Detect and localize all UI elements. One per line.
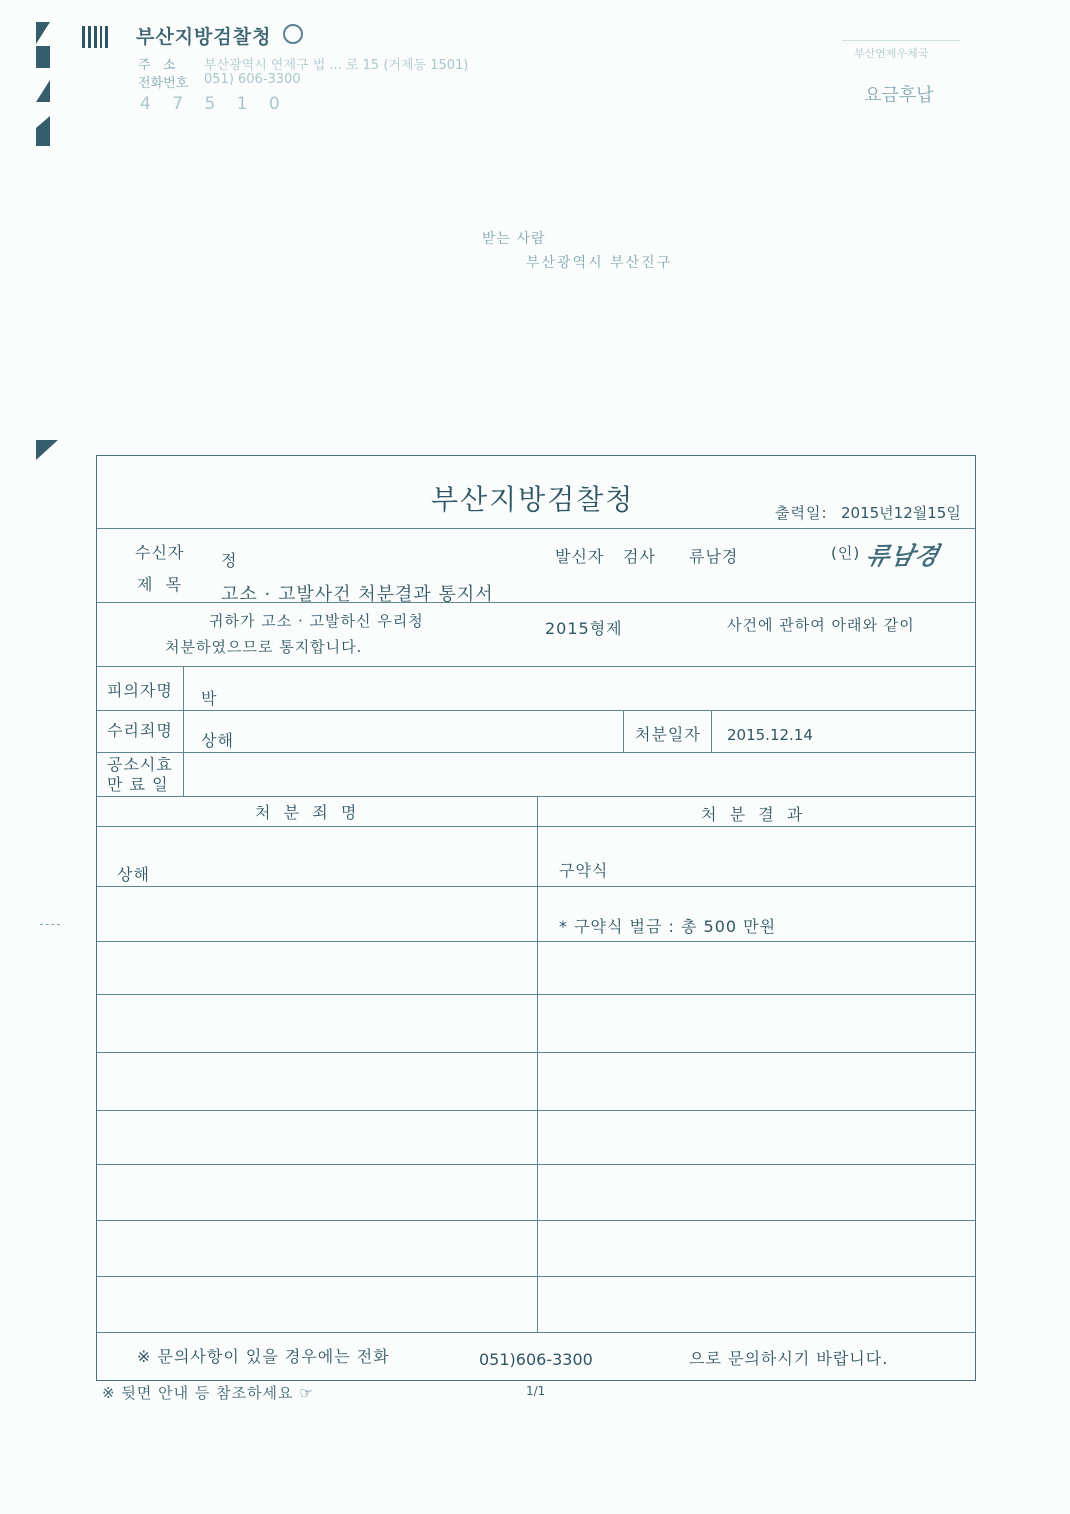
notice-line1-a: 귀하가 고소 · 고발하신 우리청 xyxy=(209,612,424,630)
disposition-notice-form xyxy=(96,455,976,1381)
print-date: 2015년12월15일 xyxy=(841,504,961,522)
table-cell-charge: 상해 xyxy=(117,865,150,884)
col-charge-header: 처 분 죄 명 xyxy=(255,803,358,822)
page-footer-note xyxy=(102,1382,314,1403)
page-footer-note-text: ※ 뒷면 안내 등 참조하세요 xyxy=(102,1384,294,1402)
sender-label: 발신자 xyxy=(555,547,605,566)
postal-code: 4 7 5 1 0 xyxy=(140,94,288,114)
margin-marker xyxy=(36,116,50,146)
margin-marker xyxy=(36,440,58,460)
address-value: 부산광역시 연제구 법 ... 로 15 (거제동 1501) xyxy=(204,58,469,73)
sender-title: 검사 xyxy=(623,547,656,566)
recipient-label: 받는 사람 xyxy=(482,231,546,247)
disposition-date-label: 처분일자 xyxy=(635,725,701,744)
margin-marker xyxy=(36,46,50,68)
margin-marker xyxy=(36,80,50,102)
subject-label: 제 목 xyxy=(137,575,183,594)
prosecution-emblem-icon xyxy=(283,24,303,44)
charge-label: 수리죄명 xyxy=(107,721,173,740)
margin-dashes xyxy=(40,924,60,925)
address-label: 주 소 xyxy=(138,58,176,73)
barcode-icon xyxy=(82,26,111,52)
signature: 류남경 xyxy=(863,542,943,570)
notice-case-no: 2015형제 xyxy=(545,619,623,638)
form-title: 부산지방검찰청 xyxy=(431,483,635,516)
phone-label: 전화번호 xyxy=(138,76,189,91)
postage-header: 부산연제우체국 xyxy=(854,47,929,60)
seal-label: (인) xyxy=(831,544,861,562)
postage-label: 요금후납 xyxy=(864,85,934,106)
suspect-value: 박 xyxy=(201,689,218,708)
disposition-date-value: 2015.12.14 xyxy=(727,726,813,744)
table-cell-result: 구약식 xyxy=(559,861,609,880)
recipient-value: 정 xyxy=(221,551,238,570)
recipient-address: 부산광역시 부산진구 xyxy=(526,255,673,271)
postage-stamp xyxy=(842,40,960,133)
subject-value: 고소 · 고발사건 처분결과 통지서 xyxy=(221,584,494,605)
footer-text-b: 으로 문의하시기 바랍니다. xyxy=(689,1349,889,1368)
page-number: 1/1 xyxy=(526,1384,546,1398)
pointing-hand-icon: ☞ xyxy=(299,1384,314,1402)
notice-line1-b: 사건에 관하여 아래와 같이 xyxy=(727,616,915,634)
sender-name: 류남경 xyxy=(689,547,739,566)
footer-text-a: ※ 문의사항이 있을 경우에는 전화 xyxy=(137,1347,390,1366)
footer-phone: 051)606-3300 xyxy=(479,1350,593,1369)
notice-line2: 처분하였으므로 통지합니다. xyxy=(165,638,363,656)
recipient-label: 수신자 xyxy=(135,543,185,562)
table-cell-result: * 구약식 벌금 : 총 500 만원 xyxy=(559,917,777,936)
phone-value: 051) 606-3300 xyxy=(204,72,301,87)
limitation-label: 만 료 일 xyxy=(107,775,169,794)
charge-value: 상해 xyxy=(201,731,234,750)
margin-marker xyxy=(36,22,50,44)
suspect-label: 피의자명 xyxy=(107,681,173,700)
print-date-label: 출력일: xyxy=(775,504,828,522)
sender-org: 부산지방검찰청 xyxy=(136,26,272,48)
limitation-label: 공소시효 xyxy=(107,755,173,774)
col-result-header: 처 분 결 과 xyxy=(701,805,804,824)
